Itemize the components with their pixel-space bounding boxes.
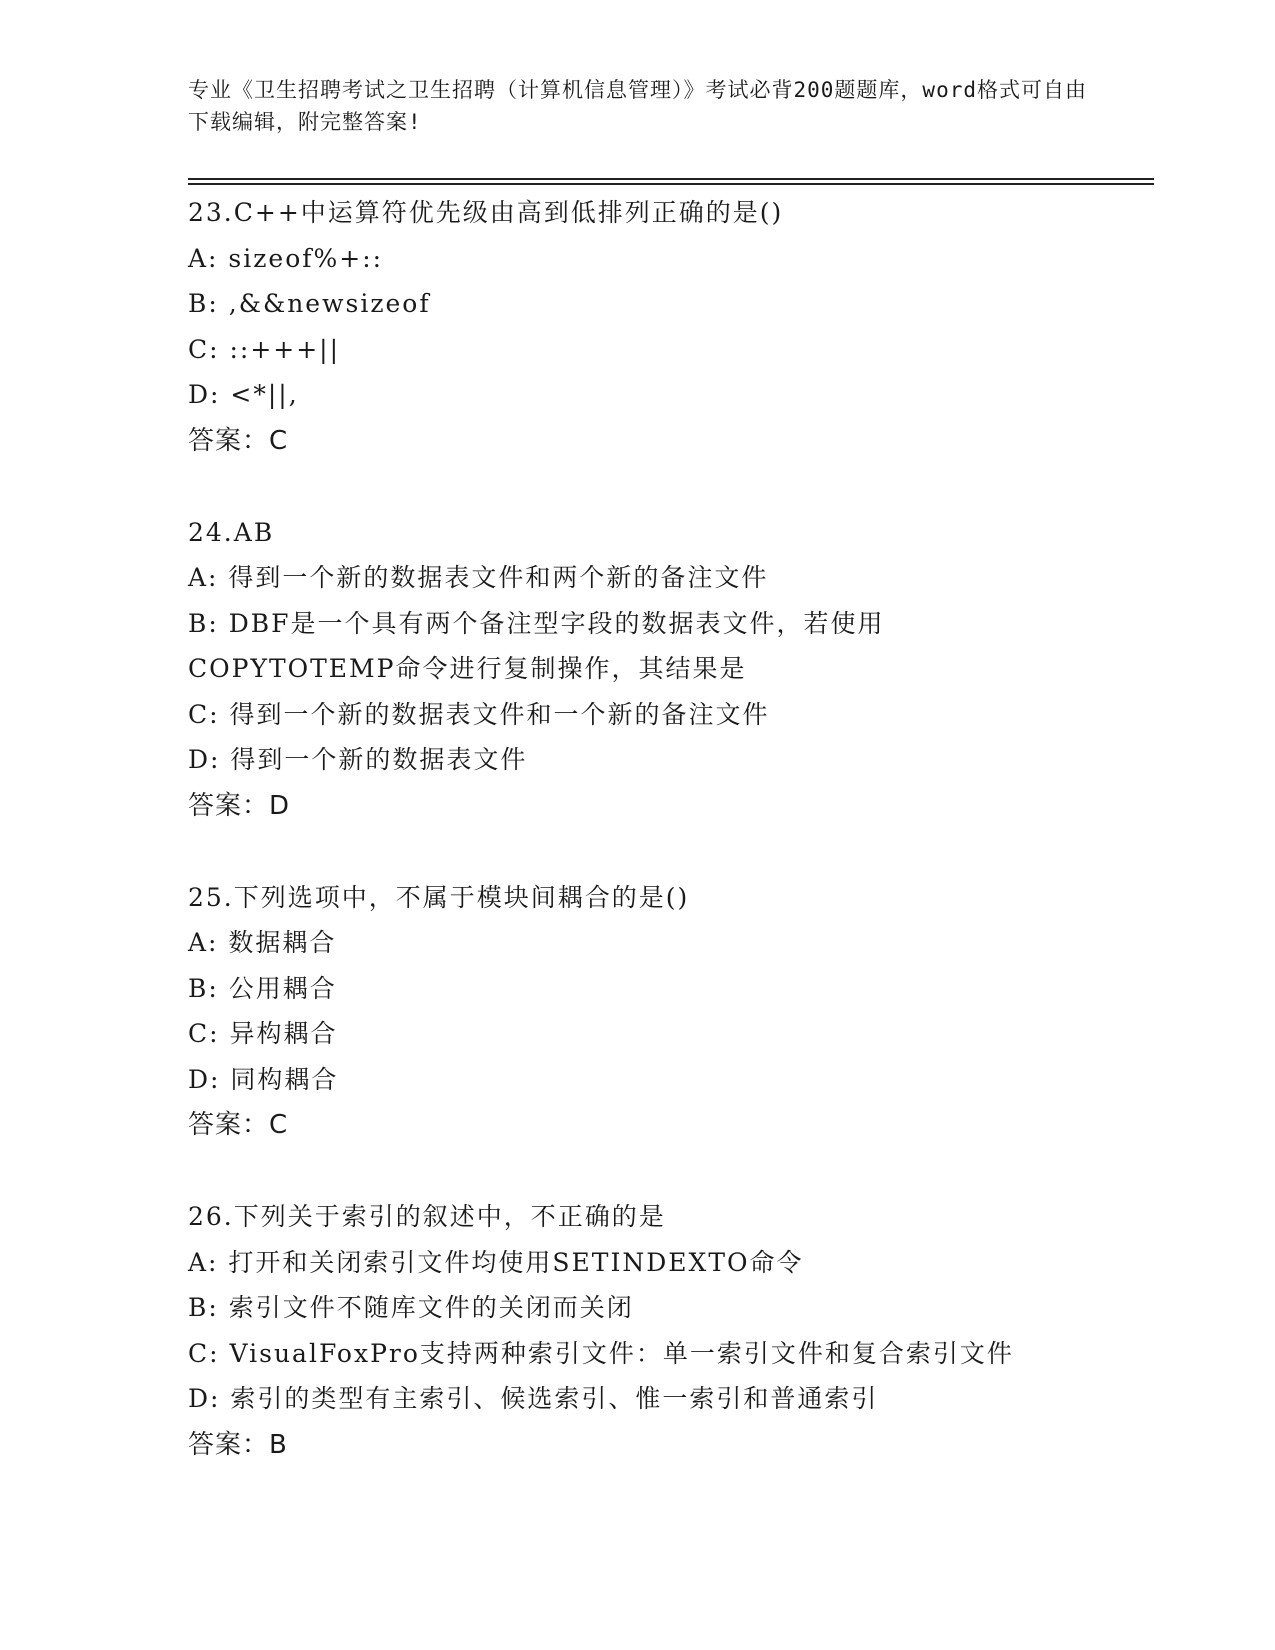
option-d: D: 索引的类型有主索引、候选索引、惟一索引和普通索引 (188, 1384, 879, 1413)
option-b: B: DBF是一个具有两个备注型字段的数据表文件，若使用COPYTOTEMP命令进行复制操作，其结果是 (188, 608, 885, 683)
answer-line: 答案：C (188, 1110, 289, 1140)
option-b: B: ,&&newsizeof (188, 289, 431, 318)
question-list (188, 190, 1148, 1514)
option-d: D: 同构耦合 (188, 1064, 339, 1094)
answer-line: 答案：C (188, 425, 289, 456)
option-a: A: 得到一个新的数据表文件和两个新的备注文件 (188, 563, 769, 592)
option-d: D: 得到一个新的数据表文件 (188, 745, 528, 774)
option-a: A: 打开和关闭索引文件均使用SETINDEXTO命令 (188, 1247, 804, 1277)
question-stem: 26.下列关于索引的叙述中，不正确的是 (188, 1202, 666, 1231)
option-b: B: 公用耦合 (188, 973, 337, 1003)
answer-line: 答案：D (188, 790, 291, 821)
answer-line: 答案：B (188, 1429, 288, 1460)
question-stem: 25.下列选项中，不属于模块间耦合的是() (188, 882, 690, 912)
option-c: C: VisualFoxPro支持两种索引文件：单一索引文件和复合索引文件 (188, 1338, 1014, 1368)
question-24 (188, 510, 1148, 829)
option-b: B: 索引文件不随库文件的关闭而关闭 (188, 1293, 634, 1322)
header-divider-top (188, 178, 1154, 180)
option-a: A: 数据耦合 (188, 928, 337, 957)
header-divider-bottom (188, 183, 1154, 185)
question-26 (188, 1194, 1148, 1468)
option-c: C: 异构耦合 (188, 1019, 338, 1048)
option-a: A: sizeof%+:: (188, 243, 384, 273)
option-d: D: <*||, (188, 380, 299, 409)
option-c: C: 得到一个新的数据表文件和一个新的备注文件 (188, 699, 770, 729)
option-c: C: ::+++|| (188, 334, 341, 364)
question-stem: 24.AB (188, 517, 275, 547)
question-25 (188, 875, 1148, 1149)
question-stem: 23.C++中运算符优先级由高到低排列正确的是() (188, 198, 784, 227)
document-header: 专业《卫生招聘考试之卫生招聘（计算机信息管理）》考试必背200题题库，word格式可自由下载编辑，附完整答案! (188, 78, 1087, 134)
question-23 (188, 190, 1148, 464)
